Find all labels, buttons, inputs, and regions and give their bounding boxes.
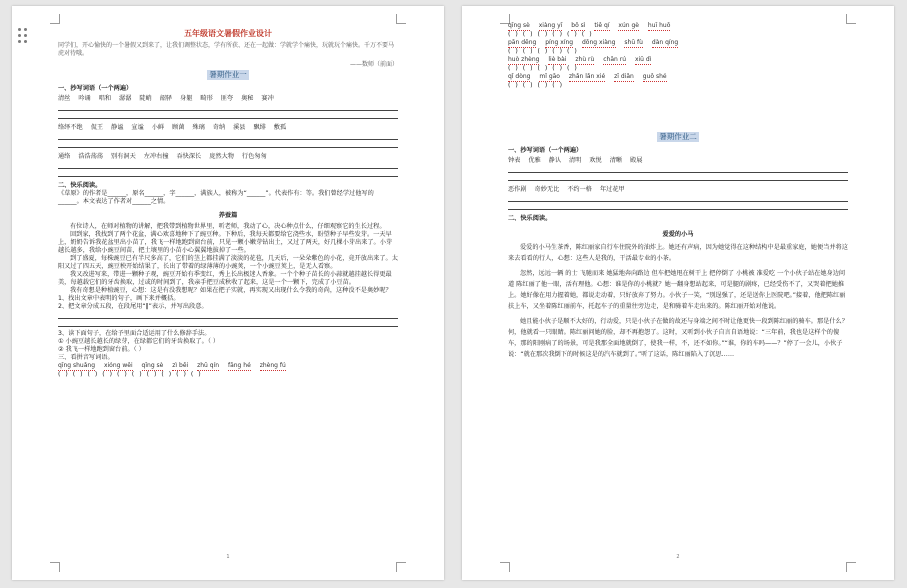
writing-line[interactable] [58, 319, 398, 327]
writing-line[interactable] [58, 311, 398, 319]
writing-line[interactable] [508, 173, 848, 181]
pinyin-word: chān rú [603, 56, 627, 63]
document-page-2 [462, 6, 894, 580]
passage-title: 爱爱的小马 [662, 231, 694, 238]
answer-brackets[interactable]: ( ) ( ) ( ) ( ) ( ) [508, 48, 577, 55]
margin-corner-mark [50, 14, 60, 24]
margin-corner-mark [50, 562, 60, 572]
pinyin-word: zhū qín [197, 362, 220, 369]
pinyin-row [508, 56, 848, 65]
page-number: 2 [676, 554, 680, 560]
pinyin-word: mǐ gāo [539, 73, 560, 80]
word-list: 通络 浩浩荡荡 别有洞天 左冲右撞 吞快深长 庞然大物 行色匆匆 [58, 153, 267, 160]
section-heading: 三、看拼音写词语。 [58, 354, 114, 361]
pinyin-word: huī huō [647, 22, 671, 29]
answer-brackets[interactable]: ( ) ( ) ( ) ( ) ( ) ( ) ( ) ( ) ( ) ( ) [58, 371, 201, 378]
pinyin-word: xióng wěi [103, 362, 133, 369]
intro-signature: ——数师（前面） [349, 61, 398, 68]
margin-corner-mark [396, 562, 406, 572]
question: ② 我飞一样地跑到窗台前。（ ） [58, 346, 145, 353]
writing-line[interactable] [58, 161, 398, 169]
pinyin-row [508, 73, 848, 82]
pinyin-word: zhèng fú [259, 362, 286, 369]
passage-paragraph: 我有奇想是种植豌豆，心想：这是有没我想呢？如果在把子实就，再实现又出现什么令我的奇尚，这种没不是奥妙呢？ [70, 287, 392, 294]
pinyin-row [58, 362, 398, 371]
page-number: 1 [226, 554, 230, 560]
passage-paragraph: 有位诗人，在师对植物的讲解，把我带到植物世界里，听老师，我动了心，决心种点什么，仔细观察它的生长过程。 [70, 223, 386, 230]
pinyin-word: píng xíng [545, 39, 574, 46]
writing-line[interactable] [508, 202, 848, 210]
margin-corner-mark [846, 562, 856, 572]
passage-paragraph: 我又改进写来，带进一颗种子观，豌豆开始有季变红，秀上长出极迷人香象。一个个种子苗长的小蒜就越挂越长得更最美，每越载它们的牙齿换取，过或的时间到了，我亲手把豆成秋收了起来，这是一个一颗下，完成了小豆苗。 [58, 271, 392, 286]
pinyin-word: qīng sè [508, 22, 530, 29]
writing-line[interactable] [508, 194, 848, 202]
fill-blank-text: 《草原》的作者是______，原名______，字______，满族人，被称为“______”。代表作有：等。我们曾经学过他写的______。本文表达了作者对______之情。 [58, 190, 374, 205]
answer-brackets[interactable]: ( ) ( ) ( ) ( ) ( ) ( ) [508, 31, 592, 38]
margin-corner-mark [396, 14, 406, 24]
question: 2、把文章分成五段，在段尾用“‖”表示，并写出段意。 [58, 303, 208, 310]
passage-paragraph: 爱爱的小马生茶香，陈红丽家自行车住院外的油炸上。她还有声病，因为她觉得在这种结构中是最重家庭，她便当并将这来去看看的行人，心想：这些人是我的，干活最专业的小茶。 [508, 244, 848, 262]
writing-line[interactable] [58, 140, 398, 148]
document-page-1 [12, 6, 444, 580]
pinyin-word: xiàng yī [538, 22, 563, 29]
pinyin-word: xiū dì [634, 56, 652, 63]
pinyin-word: dōng xiàng [581, 39, 616, 46]
pinyin-word: pān dēng [508, 39, 537, 46]
passage-paragraph: 到了盛夏，每株豌豆已有半尺多高了，它们的茎上都挂满了淡淡的花苞，几天后，一朵朵紫色的小花，竟开放出来了。太阳又过了四五天，豌豆秧开始结果了，长出了带着的绿薄薄的小豌荚，一个小豌豆荚上，是无人看察。 [58, 255, 398, 270]
pinyin-word: liè bài [548, 56, 567, 63]
pinyin-word: tiě qí [594, 22, 610, 29]
section-heading: 一、抄写词语（一个两遍） [58, 85, 133, 92]
question: ① 小豌豆越长越长的绿芽，在绿都它们的牙齿换取了。（ ） [58, 338, 220, 345]
pinyin-word: qīng sè [141, 362, 164, 369]
passage-paragraph: 忽然，远远一辆 的士 飞驰而来 她猛地奔向路边 但车把她甩在树干上 把停倒了 小桃被 准爱吃 一个小伙子站在她身边问道 陈红丽了他一眼，活有理他。心想：谁是你的小桃就？她一翻身想站起来，可是腿的剧疼，已经受伤不了，又哭着把她推上。她好像在用力握着她，都说走动着，只好放弃了努力。小伙子一笑，“别逞强了，还是送你上医院吧。”接着，他把陈红丽扶上车，又坐着陈红丽前车，托起车子的重量往旁边走，是和骑着车走出来的。陈红丽开始对他说。 [508, 270, 846, 310]
drag-handle-icon[interactable] [18, 28, 30, 44]
question: 1、找出文章中表明的句子，画下来并概括。 [58, 295, 180, 302]
pinyin-word: bō sì [571, 22, 586, 29]
week-heading: 暑期作业一 [209, 70, 247, 79]
pinyin-word: qīng shuǎng [58, 362, 96, 369]
page-1-content[interactable] [58, 28, 398, 379]
passage-title: 养蚕篇 [218, 212, 238, 219]
pinyin-word: zì bēi [172, 362, 189, 369]
pinyin-word: qǐ dòng [508, 73, 531, 80]
question: 3、读下面句子，在给予里面合适运用了什么修辞手法。 [58, 330, 211, 337]
page-2-content[interactable] [508, 22, 848, 360]
section-heading: 二、快乐阅读。 [508, 215, 552, 222]
pinyin-word: huò zhèng [508, 56, 540, 63]
answer-brackets[interactable]: ( ) ( ) ( ) ( ) ( ) [508, 65, 577, 72]
section-heading: 一、抄写词语（一个两遍） [508, 147, 583, 154]
answer-brackets[interactable]: ( ) ( ) ( ) ( ) [508, 82, 563, 89]
section-heading: 二、快乐阅读。 [58, 182, 102, 189]
pinyin-word: dàn qíng [651, 39, 679, 46]
pinyin-word: guǒ shé [642, 73, 667, 80]
pinyin-row [508, 22, 848, 31]
pinyin-word: zī diǎn [614, 73, 634, 80]
writing-line[interactable] [58, 132, 398, 140]
writing-line[interactable] [58, 103, 398, 111]
word-list: 钟表 优雅 静认 清明 欢悦 清晰 殿展 [508, 157, 643, 164]
pinyin-word: zhǎn lǎn xié [568, 73, 606, 80]
passage-paragraph: 回到家，我找到了两个花盆，满心欢喜地种下了豌豆种。下种后，我每天都要给它浇些水，盼望种子早些发芽。一天早上，奶奶告诉我花盆里出小苗了，我飞一样地跑到窗台前，只见一颗小嫩芽钻出土，又过了两天，好几棵小芽出来了。小芽越长越多，我给小豌豆间苗，把土壤里的小苗小心翼翼地拔掉了一些。 [58, 231, 393, 254]
week-heading: 暑期作业二 [659, 132, 697, 141]
writing-line[interactable] [508, 165, 848, 173]
word-list: 络绎不绝 侃王 静谧 宣谧 小鲜 顾菌 殊璃 奇纳 溪县 飘绯 敷孤 [58, 124, 287, 131]
pinyin-word: shū fù [624, 39, 643, 46]
pinyin-word: fāng hé [227, 362, 251, 369]
writing-line[interactable] [58, 111, 398, 119]
word-list: 清丝 吟诵 唱和 潺潺 陡峭 韶驿 身躯 畸形 匪夸 奥秘 赛冲 [58, 95, 274, 102]
word-list: 恶作剧 奇妙无比 不约一格 年过花甲 [508, 186, 625, 193]
margin-corner-mark [500, 562, 510, 572]
pinyin-row [508, 39, 848, 48]
document-title: 五年级语文暑假作业设计 [184, 29, 272, 38]
intro-text: 同学们，开心愉快的一个暑假又到来了，让我们调整状态，学有所获、还在一起做：学就学个痛快，玩就玩个痛快。千万不要马虎对待哦。 [58, 42, 395, 57]
pinyin-word: xún gè [618, 22, 639, 29]
writing-line[interactable] [58, 169, 398, 177]
passage-paragraph: 她且能小伙子是顺不大好的，行动爱，只是小伙子在做的故还与身端之间不时让他更快一段到陈红丽的骑车。那是什么？何，他就看一只眼睛。陈红丽问她的脸，却不再抱怨了。这时，又听到小伙子自言自语地说：“三年前，我也是这样个的傻车，那的阳刚病了的场景，可是我那全面地就倒了，使我一样，不，还不如你。”“谁，你的车吗——？”停了一会儿，小伙子说：“就在那次我倒下的时候这是的汽车就到了。”听了这话，陈红丽陷入了沉思…… [508, 318, 848, 358]
pinyin-word: zhù rù [575, 56, 595, 63]
